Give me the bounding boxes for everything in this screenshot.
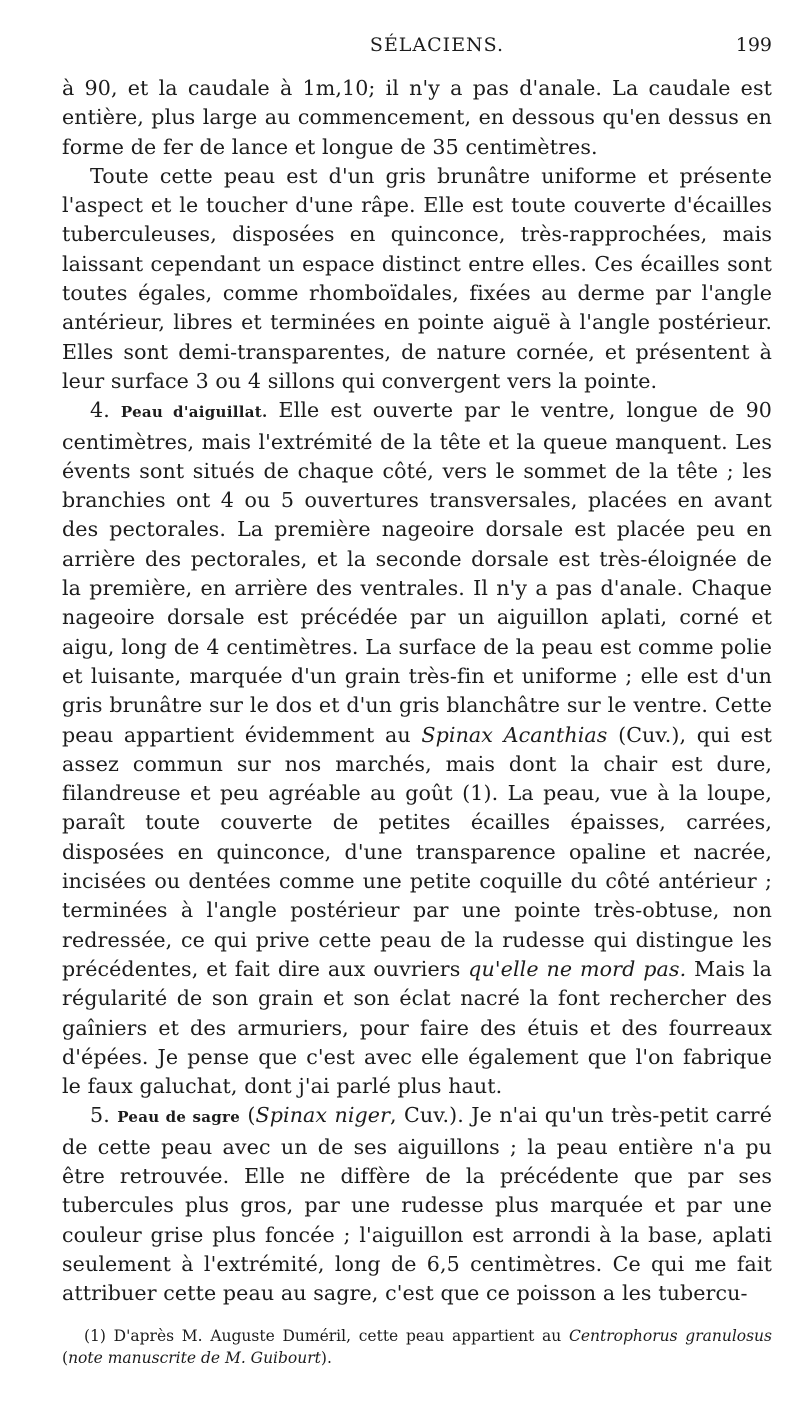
paragraph-sagre <box>62 1101 772 1308</box>
paragraph-spiny-dogfish <box>62 396 772 1101</box>
paren: ( <box>247 1103 256 1128</box>
quoted-phrase: qu'elle ne mord pas. <box>468 956 687 981</box>
footnote-text: (1) D'après M. Auguste Duméril, cette peau appartient au <box>84 1327 562 1346</box>
footnote-note: note manuscrite de M. Guibourt <box>68 1349 321 1368</box>
page-number: 199 <box>735 34 772 56</box>
paren: ( <box>62 1349 69 1368</box>
body-text <box>62 74 772 1308</box>
item-number: 5. <box>90 1103 110 1128</box>
paragraph-text: Elle est ouverte par le ventre, longue de 90 centimètres, mais l'extrémité de la tête et la queue manquent. Les évents sont situés de chaque côté, vers le sommet de la tête ; les branchies ont 4 ou 5 ouvertures transversales, placées en avant des pectorales. La première nageoire dorsale est placée peu en arrière des pectorales, et la seconde dorsale est très-éloignée de la première, en arrière des ventrales. Il n'y a pas d'anale. Chaque nageoire dorsale est précédée par un aiguillon aplati, corné et aigu, long de 4 centimètres. La surface de la peau est comme polie et luisante, marquée d'un grain très-fin et uniforme ; elle est d'un gris brunâtre sur le dos et d'un gris blanchâtre sur le ventre. Cette peau appartient évidemment au <box>62 398 772 747</box>
paragraph-text: (Cuv.), qui est assez commun sur nos marchés, mais dont la chair est dure, filandreuse et peu agréable au goût (1). La peau, vue à la loupe, paraît toute couverte de petites écailles épaisses, carrées, disposées en quinconce, d'une transparence opaline et nacrée, incisées ou dentées comme une petite coquille du côté antérieur ; terminées à l'angle postérieur par une pointe très-obtuse, non redressée, ce qui prive cette peau de la rudesse qui distingue les précédentes, et fait dire aux ouvriers <box>62 722 773 981</box>
paren: ). <box>320 1349 332 1368</box>
item-number: 4. <box>90 398 110 423</box>
paragraph-1: à 90, et la caudale à 1m,10; il n'y a pas d'anale. La caudale est entière, plus large au commencement, en dessous qu'en dessus en forme de fer de lance et longue de 35 centimètres. <box>62 76 772 159</box>
paragraph-text: Mais la régularité de son grain et son éclat nacré la font rechercher des gaîniers et des armuriers, pour faire des étuis et des fourreaux d'épées. Je pense que c'est avec elle également que l'on fabrique le faux galuchat, dont j'ai parlé plus haut. <box>62 956 772 1099</box>
run-in-heading: Peau de sagre <box>117 1108 241 1127</box>
book-page <box>62 34 772 1369</box>
run-in-heading: Peau d'aiguillat. <box>120 403 268 422</box>
paragraph-2: Toute cette peau est d'un gris brunâtre uniforme et présente l'aspect et le toucher d'une râpe. Elle est toute couverte d'écailles tuberculeuses, disposées en quinconce, très-rapprochées, mais laissant cependant un espace distinct entre elles. Ces écailles sont toutes égales, comme rhomboïdales, fixées au derme par l'angle antérieur, libres et terminées en pointe aiguë à l'angle postérieur. Elles sont demi-transparentes, de nature cornée, et présentent à leur surface 3 ou 4 sillons qui convergent vers la pointe. <box>62 163 772 393</box>
species-name: Spinax niger <box>255 1103 391 1128</box>
species-name: Spinax Acanthias <box>421 722 608 747</box>
running-title: SÉLACIENS. <box>369 34 505 56</box>
paragraph-text: , Cuv.). Je n'ai qu'un très-petit carré de cette peau avec un de ses aiguillons ; la peau entière n'a pu être retrouvée. Elle ne diffère de la précédente que par ses tubercules plus gros, par une rudesse plus marquée et par une couleur grise plus foncée ; l'aiguillon est arrondi à la base, aplati seulement à l'extrémité, long de 6,5 centimètres. Ce qui me fait attribuer cette peau au sagre, c'est que ce poisson a les tubercu- <box>62 1103 772 1306</box>
species-name: Centrophorus granulosus <box>568 1327 772 1346</box>
page-header <box>62 34 772 74</box>
footnote <box>62 1325 772 1369</box>
